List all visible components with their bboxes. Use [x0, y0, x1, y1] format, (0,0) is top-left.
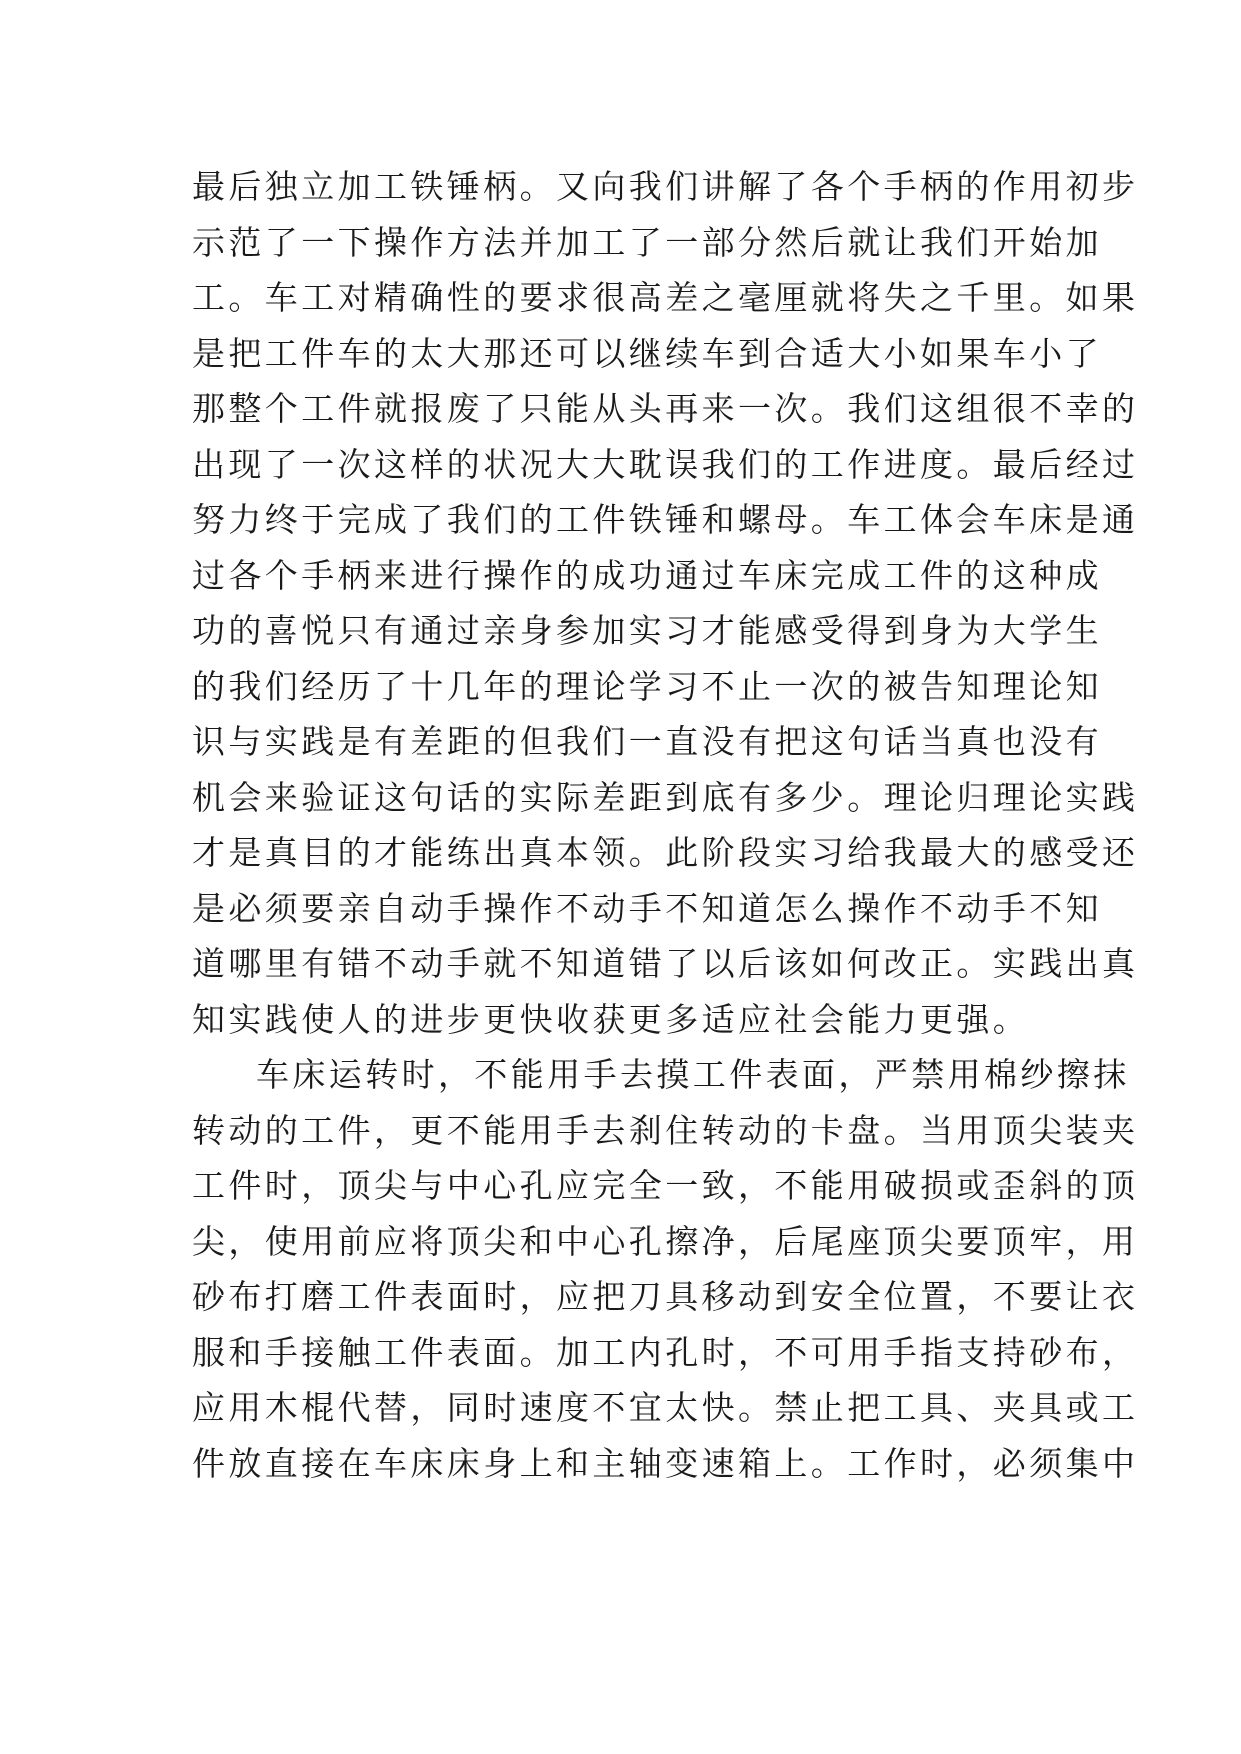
text-line-12: 机会来验证这句话的实际差距到底有多少。理论归理论实践 — [192, 777, 1139, 817]
text-line-8: 过各个手柄来进行操作的成功通过车床完成工件的这种成 — [192, 555, 1102, 595]
text-line-9: 功的喜悦只有通过亲身参加实习才能感受得到身为大学生 — [192, 611, 1102, 650]
text-line-15: 道哪里有错不动手就不知道错了以后该如何改正。实践出真 — [192, 944, 1139, 983]
text-line-10: 的我们经历了十几年的理论学习不止一次的被告知理论知 — [192, 666, 1102, 706]
text-line-22: 服和手接触工件表面。加工内孔时，不可用手指支持砂布， — [192, 1332, 1139, 1372]
text-line-23: 应用木棍代替，同时速度不宜太快。禁止把工具、夹具或工 — [192, 1388, 1139, 1427]
text-line-20: 尖，使用前应将顶尖和中心孔擦净，后尾座顶尖要顶牢，用 — [192, 1221, 1139, 1261]
text-line-6: 出现了一次这样的状况大大耽误我们的工作进度。最后经过 — [192, 444, 1139, 484]
text-line-19: 工件时，顶尖与中心孔应完全一致，不能用破损或歪斜的顶 — [192, 1166, 1139, 1205]
text-line-21: 砂布打磨工件表面时，应把刀具移动到安全位置，不要让衣 — [192, 1277, 1139, 1316]
text-line-13: 才是真目的才能练出真本领。此阶段实习给我最大的感受还 — [192, 833, 1139, 872]
text-line-5: 那整个工件就报废了只能从头再来一次。我们这组很不幸的 — [192, 389, 1139, 428]
text-line-24: 件放直接在车床床身上和主轴变速箱上。工作时，必须集中 — [192, 1443, 1139, 1483]
text-line-14: 是必须要亲自动手操作不动手不知道怎么操作不动手不知 — [192, 888, 1102, 928]
text-line-7: 努力终于完成了我们的工件铁锤和螺母。车工体会车床是通 — [192, 500, 1139, 539]
body-text — [192, 159, 1139, 1491]
text-line-2: 示范了一下操作方法并加工了一部分然后就让我们开始加 — [192, 222, 1102, 262]
text-line-3: 工。车工对精确性的要求很高差之毫厘就将失之千里。如果 — [192, 278, 1139, 317]
text-line-11: 识与实践是有差距的但我们一直没有把这句话当真也没有 — [192, 722, 1102, 761]
text-line-16: 知实践使人的进步更快收获更多适应社会能力更强。 — [192, 999, 1030, 1039]
text-line-17-paragraph-start: 车床运转时，不能用手去摸工件表面，严禁用棉纱擦抹 — [256, 1055, 1130, 1094]
text-line-18: 转动的工件，更不能用手去刹住转动的卡盘。当用顶尖装夹 — [192, 1110, 1139, 1150]
text-line-1: 最后独立加工铁锤柄。又向我们讲解了各个手柄的作用初步 — [192, 167, 1139, 206]
text-line-4: 是把工件车的太大那还可以继续车到合适大小如果车小了 — [192, 333, 1102, 373]
